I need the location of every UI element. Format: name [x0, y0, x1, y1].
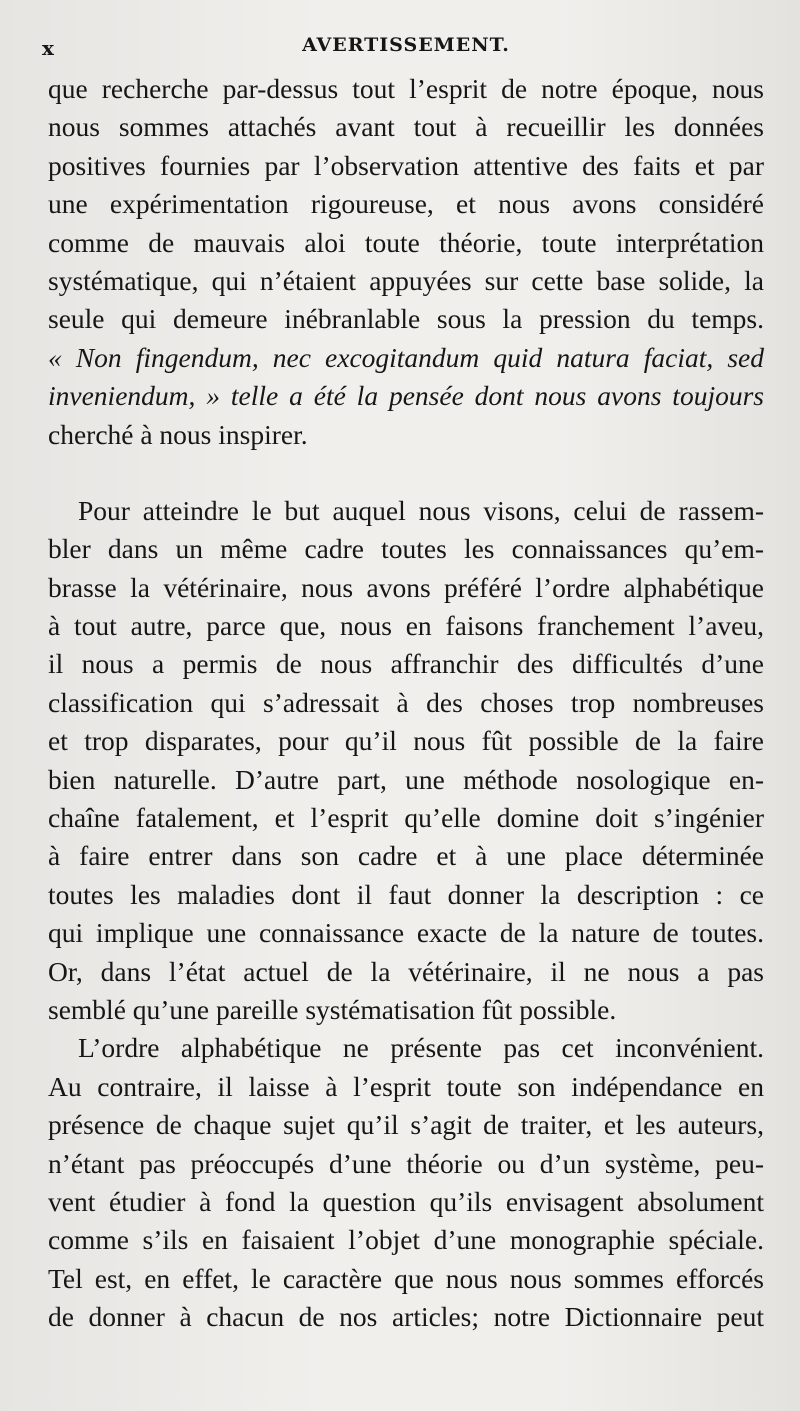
text-line: n’étant pas préoccupés d’une théorie ou d’un système, peu- [48, 1147, 764, 1179]
text-line: comme de mauvais aloi toute théorie, toute interprétation [48, 226, 764, 258]
paragraph-2 [48, 492, 764, 1029]
text-line: systématique, qui n’étaient appuyées sur cette base solide, la [48, 264, 764, 296]
text-line: qui implique une connaissance exacte de la nature de toutes. [48, 917, 764, 949]
text-line: bler dans un même cadre toutes les connaissances qu’em- [48, 533, 764, 565]
text-line-italic-quote: inveniendum, » telle a été la pensée dont nous avons toujours [48, 380, 764, 412]
text-line: brasse la vétérinaire, nous avons préféré l’ordre alphabétique [48, 571, 764, 603]
text-line: semblé qu’une pareille systématisation fût possible. [48, 993, 617, 1025]
paragraph-1 [48, 70, 764, 454]
text-line: Or, dans l’état actuel de la vétérinaire, il ne nous a pas [48, 955, 764, 987]
text-line: seule qui demeure inébranlable sous la pression du temps. [48, 303, 764, 335]
text-line: de donner à chacun de nos articles; notre Dictionnaire peut [48, 1301, 764, 1333]
text-line: cherché à nous inspirer. [48, 418, 308, 450]
text-line: Tel est, en effet, le caractère que nous nous sommes efforcés [48, 1262, 764, 1294]
running-head [42, 30, 764, 70]
text-line: présence de chaque sujet qu’il s’agit de traiter, et les auteurs, [48, 1109, 764, 1141]
body-text [48, 70, 764, 1337]
text-line: bien naturelle. D’autre part, une méthode nosologique en- [48, 763, 764, 795]
text-line: il nous a permis de nous affranchir des difficultés d’une [48, 648, 764, 680]
text-line: comme s’ils en faisaient l’objet d’une monographie spéciale. [48, 1224, 764, 1256]
text-line: et trop disparates, pour qu’il nous fût possible de la faire [48, 725, 764, 757]
text-line: à faire entrer dans son cadre et à une place déterminée [48, 840, 764, 872]
running-title: AVERTISSEMENT. [302, 34, 510, 56]
text-line: classification qui s’adressait à des choses trop nombreuses [48, 686, 764, 718]
text-line: toutes les maladies dont il faut donner la description : ce [48, 878, 764, 910]
text-line: que recherche par-dessus tout l’esprit de notre époque, nous [48, 73, 764, 104]
paragraph-3 [48, 1029, 764, 1336]
text-line: chaîne fatalement, et l’esprit qu’elle domine doit s’ingénier [48, 802, 764, 834]
text-line: une expérimentation rigoureuse, et nous avons considéré [48, 188, 764, 220]
text-line-italic-quote: « Non fingendum, nec excogitandum quid natura faciat, sed [48, 341, 764, 373]
page-number: x [42, 36, 55, 60]
text-line: vent étudier à fond la question qu’ils envisagent absolument [48, 1185, 764, 1217]
text-line: Au contraire, il laisse à l’esprit toute son indépendance en [48, 1070, 764, 1102]
text-line: positives fournies par l’observation attentive des faits et par [48, 149, 764, 181]
text-line: nous sommes attachés avant tout à recueillir les données [48, 111, 764, 143]
text-line: Pour atteindre le but auquel nous visons, celui de rassem- [78, 494, 764, 526]
text-line: L’ordre alphabétique ne présente pas cet inconvénient. [78, 1032, 764, 1064]
text-line: à tout autre, parce que, nous en faisons franchement l’aveu, [48, 610, 764, 642]
